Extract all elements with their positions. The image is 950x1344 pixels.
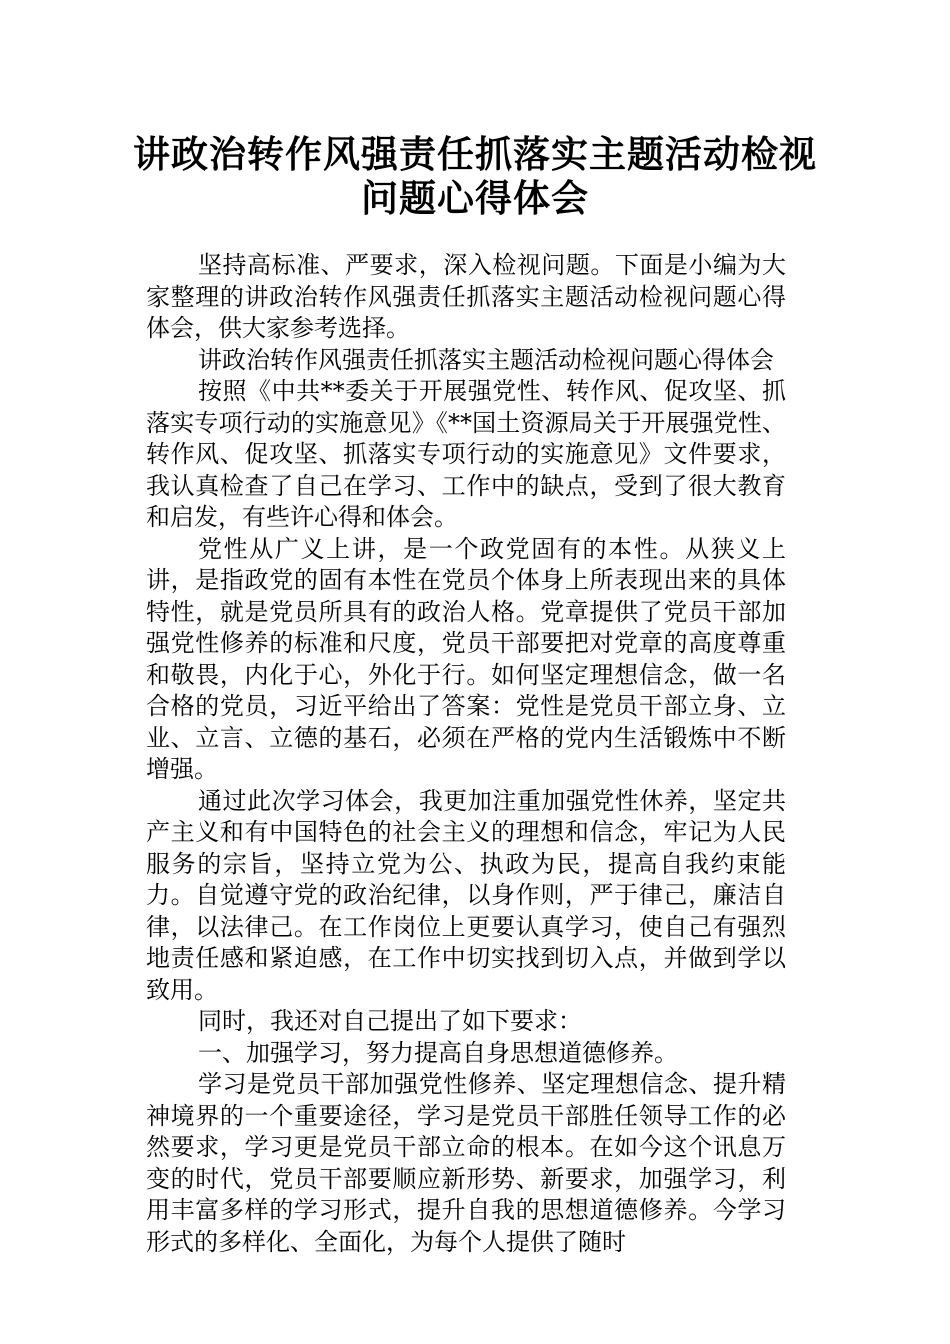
paragraph-subtitle: 讲政治转作风强责任抓落实主题活动检视问题心得体会 [198, 345, 774, 374]
paragraph-party-nature: 党性从广义上讲，是一个政党固有的本性。从狭义上讲，是指政党的固有本性在党员个体身上所表现出来的具体特性，就是党员所具有的政治人格。党章提供了党员干部加强党性修养的标准和尺度，党员干部要把对党章的高度尊重和敬畏，内化于心，外化于行。如何坚定理想信念，做一名合格的党员，习近平给出了答案：党性是党员干部立身、立业、立言、立德的基石，必须在严格的党内生活锻炼中不断增强。 [146, 534, 786, 783]
paragraph-requirement-heading-1: 一、加强学习，努力提高自身思想道德修养。 [198, 1038, 678, 1067]
paragraph-learning: 学习是党员干部加强党性修养、坚定理想信念、提升精神境界的一个重要途径，学习是党员干部胜任领导工作的必然要求，学习更是党员干部立命的根本。在如今这个讯息万变的时代，党员干部要顺应新形势、新要求，加强学习，利用丰富多样的学习形式，提升自我的思想道德修养。今学习形式的多样化、全面化，为每个人提供了随时 [146, 1070, 786, 1256]
paragraph-intro: 坚持高标准、严要求，深入检视问题。下面是小编为大家整理的讲政治转作风强责任抓落实主题活动检视问题心得体会，供大家参考选择。 [146, 251, 786, 342]
paragraph-basis: 按照《中共**委关于开展强党性、转作风、促攻坚、抓落实专项行动的实施意见》《**国土资源局关于开展强党性、转作风、促攻坚、抓落实专项行动的实施意见》文件要求，我认真检查了自己在学习、工作中的缺点，受到了很大教育和启发，有些许心得和体会。 [146, 377, 786, 531]
document-title: 讲政治转作风强责任抓落实主题活动检视问题心得体会 [133, 132, 817, 220]
paragraph-requirements-intro: 同时，我还对自己提出了如下要求： [198, 1007, 582, 1035]
document-body [146, 250, 786, 1258]
paragraph-study-experience: 通过此次学习体会，我更加注重加强党性休养，坚定共产主义和有中国特色的社会主义的理想和信念，牢记为人民服务的宗旨，坚持立党为公、执政为民，提高自我约束能力。自觉遵守党的政治纪律，以身作则，严于律己，廉洁自律，以法律己。在工作岗位上更要认真学习，使自己有强烈地责任感和紧迫感，在工作中切实找到切入点，并做到学以致用。 [146, 786, 786, 1004]
